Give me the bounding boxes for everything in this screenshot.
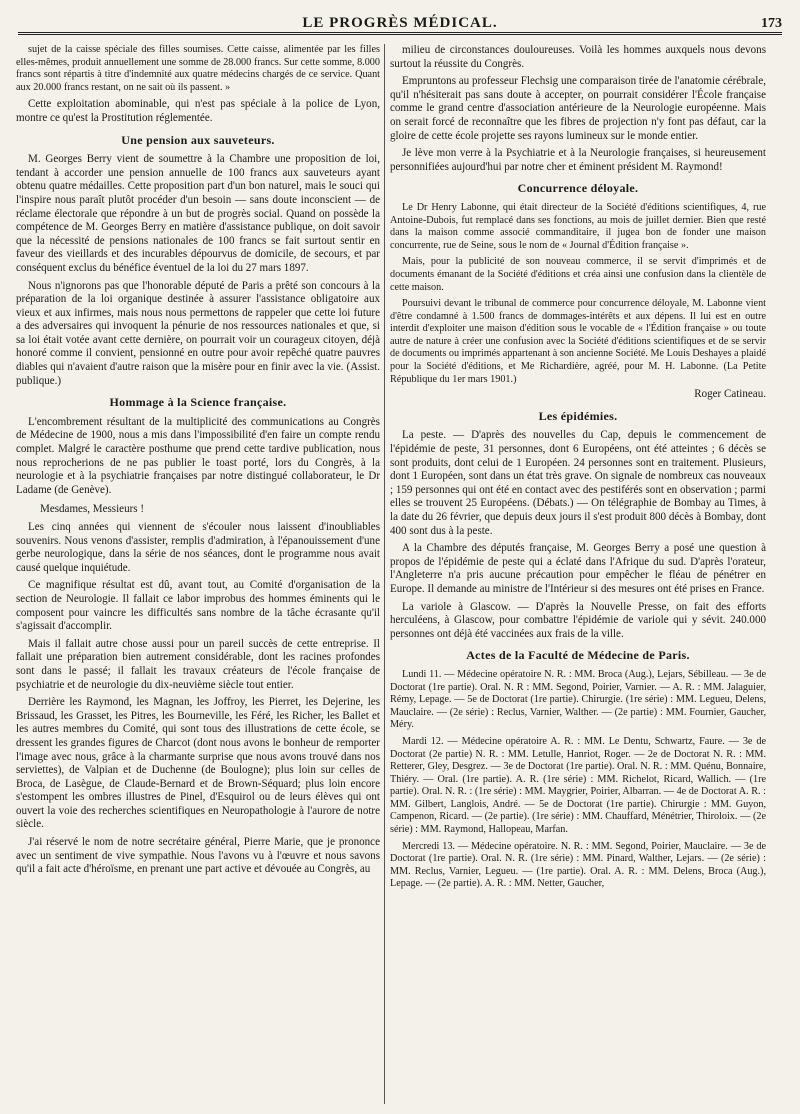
magnifique-paragraph: Ce magnifique résultat est dû, avant tout, au Comité d'organisation de la section de Neurologie. Il fallait ce labor improbus des hommes éminents qui le composent pour vaincre les difficultés sans nombre de la tâche écrasante qu'il s'agissait d'accomplir. [16, 579, 380, 633]
journal-title: LE PROGRÈS MÉDICAL. [302, 15, 498, 31]
salutation: Mesdames, Messieurs ! [40, 503, 145, 516]
milieu-paragraph: milieu de circonstances douloureuses. Voilà les hommes auxquels nous devons surtout la réussite du Congrès. [390, 44, 766, 70]
cinq-annees-paragraph: Les cinq années qui viennent de s'écouler nous laissent d'inoubliables souvenirs. Nous venons d'assister, remplis d'admiration, à l'épanouissement d'une gerbe neurologique, dans la série de nos séances, dont le programme nous avait causé quelque inquiétude. [16, 521, 380, 574]
section-heading-concurrence: Concurrence déloyale. [517, 181, 639, 196]
page-number: 173 [761, 16, 782, 31]
signature: Roger Catineau. [694, 388, 766, 401]
section-heading-epidemies: Les épidémies. [538, 408, 618, 423]
ignorons-paragraph: Nous n'ignorons pas que l'honorable député de Paris a prêté son concours à la préparation de la loi organique destinée à assurer l'assistance obligatoire aux vieux et aux infirmes, mais nous nous permettons de rappeler que cette loi future a des adversaires qui invoquent la pénurie de nos ressources nationales et que, si sa loi était votée avant cette dernière, on pourrait voir un courageux citoyen, déjà honoré comme il convient, pensionné en outre pour avoir repêché quatre pauvres diables qui n'avaient d'autre raison que la misère pour en finir avec la vie. (Assist. publique.) [16, 279, 380, 387]
derriere-paragraph: Derrière les Raymond, les Magnan, les Joffroy, les Pierret, les Dejerine, les Brissaud, les Grasset, les Pitres, les Bourneville, les Féré, les Richer, les Ballet et les autres membres du Comité, qui sont tous des illustrations de cette école, se dressent les grandes figures de Charcot (dont nous avons le bonheur de remporter l'image avec nous, grâce à la charmante surprise que nous avons trouvé dans nos serviettes), de Valpian et de Duchenne (de Boulogne); plus loin sur celles de Broca, de Lasègue, de Claude-Bernard et de Brown-Séquard; plus loin encore s'estompent les ombres illustres de Pinel, d'Esquirol ou de leurs élèves qui ont ouvert la voie des recherches scientifiques en Neuropathologie à l'aurore de notre siècle. [16, 696, 380, 831]
column-divider [384, 44, 385, 1104]
labonne-paragraph: Le Dr Henry Labonne, qui était directeur de la Société d'éditions scientifiques, 4, rue Antoine-Dubois, fut remplacé dans ses fonctions, au mois de juillet dernier. Bien que resté dans la maison comme associé commanditaire, il jugea bon de fonder une maison concurrente, rue de Seine, sous le nom de « Journal d'Édition française ». [390, 201, 766, 251]
peste-paragraph: La peste. — D'après des nouvelles du Cap, depuis le commencement de l'épidémie de peste, 31 personnes, dont 6 Européens, ont été atteintes ; 6 décès se sont produits, dont celui de 1 Européen. 24 personnes sont en traitement. Plusieurs, dont 1 Européen, sont dans un état très grave. On signale de nombreux cas nouveaux ; 159 personnes qui ont été en contact avec des pestiférés sont en observation ; parmi elles se trouvent 25 Européens. (Débats.) — On télégraphie de Bombay au Times, à la date du 26 février, que depuis deux jours il s'est produit 800 décès à Bombay, dont 400 sont dus à la peste. [390, 429, 766, 537]
autre-chose-paragraph: Mais il fallait autre chose aussi pour un pareil succès de cette entreprise. Il fallait une préparation bien autrement considérable, dont les racines profondes sont dans le passé; il fallait les travaux créateurs de l'école française de psychiatrie et de neurologie du dix-neuvième siècle tout entier. [16, 637, 380, 691]
empruntons-paragraph: Empruntons au professeur Flechsig une comparaison tirée de l'anatomie cérébrale, qu'il n'hésiterait pas sans doute à accepter, on pourrait considérer l'École française comme le grand centre d'association antérieure de la Neurologie européenne. Mais on serait forcé de reconnaître que les fibres de projection n'y font pas défaut, car la gloire de cette école projette ses rayons lumineux sur le monde entier. [390, 75, 766, 142]
mardi-paragraph: Mardi 12. — Médecine opératoire A. R. : MM. Le Dentu, Schwartz, Faure. — 3e de Doctorat (2e partie) N. R. : MM. Letulle, Hanriot, Roger. — 2e de Doctorat N. R. : MM. Retterer, Gley, Desgrez. — 3e de Doctorat (1re partie). Oral. N. R. : MM. Quénu, Bonnaire, Thiéry. — Oral. (1re partie). A. R. (1re série) : MM. Richelot, Ricard, Wallich. — (1re partie). Oral. N. R. : (1re série) : MM. Maygrier, Poirier, Albarran. — 4e de Doctorat A. R. : MM. Gilbert, Langlois, André. — 5e de Doctorat (1re partie). Chirurgie : MM. Guyon, Campenon, Ricard. — (2e partie). (1re série) : MM. Chauffard, Ménétrier, Thiroloix. — (2e série) : MM. Raymond, Hallopeau, Marfan. [390, 735, 766, 836]
page-header [18, 10, 782, 35]
exploitation-paragraph: Cette exploitation abominable, qui n'est pas spéciale à la police de Lyon, montre ce qu'est la Prostitution réglementée. [16, 98, 380, 124]
mercredi-paragraph: Mercredi 13. — Médecine opératoire. N. R. : MM. Segond, Poirier, Mauclaire. — 3e de Doctorat (1re partie). Oral. N. R. (1re série) : MM. Pinard, Walther, Lejars. — (2e série) : MM. Reclus, Varnier, Legueu. — (1re partie). Oral. A. R. : MM. Delens, Broca (Aug.), Lepage. — (2e partie). A. R. : MM. Netter, Gaucher, [390, 840, 766, 890]
publicite-paragraph: Mais, pour la publicité de son nouveau commerce, il se servit d'imprimés et de documents émanant de la Société d'éditions et créa ainsi une confusion dans la clientèle de cette maison. [390, 256, 766, 293]
variole-paragraph: La variole à Glascow. — D'après la Nouvelle Presse, on fait des efforts herculéens, à Glascow, pour combattre l'épidémie de variole qui y sévit. 240.000 personnes ont déjà été vaccinées aux frais de la ville. [390, 600, 766, 640]
toast-paragraph: Je lève mon verre à la Psychiatrie et à la Neurologie françaises, si heureusement personnifiées aujourd'hui par notre cher et éminent président M. Raymond! [390, 147, 766, 173]
poursuivi-paragraph: Poursuivi devant le tribunal de commerce pour concurrence déloyale, M. Labonne vient d'être condamné à 1.500 francs de dommages-intérêts et aux dépens. Il lui est en outre interdit d'exploiter une maison d'édition sous le vocable de « l'Édition française » ou toute autre de nature à créer une confusion avec la Société d'éditions scientifiques et de se servir de documents ou imprimés appartenant à son ancienne Société. Me Louis Deshayes a plaidé pour la Société d'éditions, et Me Richardière, agréé, pour M. H. Labonne. (La Petite République du 1er mars 1901.) [390, 298, 766, 385]
left-column [16, 44, 380, 1104]
right-column [390, 44, 766, 1104]
lundi-paragraph: Lundi 11. — Médecine opératoire N. R. : MM. Broca (Aug.), Lejars, Sébilleau. — 3e de Doctorat (1re partie). Oral. N. R : MM. Segond, Poirier, Varnier. — A. R. : MM. Jalaguier, Rémy, Lepage. — 5e de Doctorat (1re partie). Chirurgie. (1re série) : MM. Legueu, Delens, Mauclaire. — (2e série) : Reclus, Varnier, Walther. — (2e partie) : MM. Fournier, Gaucher, Méry. [390, 668, 766, 731]
section-heading-pension: Une pension aux sauveteurs. [121, 132, 275, 147]
quote-paragraph: sujet de la caisse spéciale des filles soumises. Cette caisse, alimentée par les filles elles-mêmes, produit annuellement une somme de 28.000 francs. Sur cette somme, 8.000 francs sont répartis à titre d'indemnité aux quatre médecins chargés de ce service. Quant aux 20.000 francs restant, on ne sait où ils passent. » [16, 44, 380, 93]
chambre-paragraph: A la Chambre des députés française, M. Georges Berry a posé une question à propos de l'épidémie de peste qui a éclaté dans l'Afrique du sud. D'après l'orateur, l'Angleterre n'a pris aucune précaution pour empêcher le fléau de pénétrer en Europe. Il demande au ministre de l'Intérieur si des mesures ont été prises en France. [390, 542, 766, 595]
section-heading-actes: Actes de la Faculté de Médecine de Paris. [466, 648, 690, 663]
section-heading-hommage: Hommage à la Science française. [109, 395, 287, 410]
berry-paragraph: M. Georges Berry vient de soumettre à la Chambre une proposition de loi, tendant à accorder une pension annuelle de 100 francs aux sauveteurs ayant obtenu quatre médailles. Cette proposition part d'un bon naturel, mais le souci qui l'inspire nous paraît plutôt procéder d'un besoin — sans doute inconscient — de réclame électorale que répondre à un but de progrès social. Quand on possède la compétence de M. Georges Berry en matière d'assistance publique, on doit savoir que la nécessité de pensions nationales de 100 francs se fait surtout sentir en faveur des vieillards et des incurables dépourvus de domicile, de secours, et par conséquent exclus du bénéfice éventuel de la loi du 27 mars 1897. [16, 153, 380, 274]
encombrement-paragraph: L'encombrement résultant de la multiplicité des communications au Congrès de Médecine de 1900, nous a mis dans l'impossibilité d'en faire un compte rendu complet. Malgré le caractère posthume que prend cette tardive publication, nous nous reprocherions de ne pas publier le toast porté, lors du Congrès, à la neurologie et à la psychiatrie françaises par notre distingué collaborateur, le Dr Ladame (de Genève). [16, 415, 380, 496]
reserve-paragraph: J'ai réservé le nom de notre secrétaire général, Pierre Marie, que je prononce avec un sentiment de vive sympathie. Nous l'avons vu à l'œuvre et nous savons qu'il a fait acte d'héroïsme, en prenant une part active et dévouée au Congrès, au [16, 836, 380, 876]
